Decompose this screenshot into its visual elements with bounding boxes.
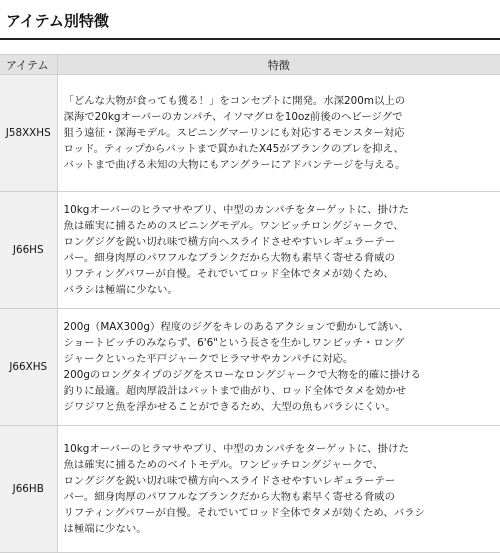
feature-line: パー。細身肉厚のパワフルなブランクだから大物も素早く寄せる脅威の	[63, 252, 395, 264]
feature-line: 200g（MAX300g）程度のジグをキレのあるアクションで動かして誘い、	[63, 321, 409, 333]
feature-text	[57, 75, 500, 192]
feature-line: ロングジグを鋭い切れ味で横方向へスライドさせやすいレギュラーテー	[63, 475, 396, 487]
feature-line: バットまで曲げる未知の大物にもアングラーにアドバンテージを与える。	[63, 159, 406, 171]
feature-line: 10kgオーバーのヒラマサやブリ、中型のカンパチをターゲットに、掛けた	[63, 443, 409, 455]
item-code: J66XHS	[0, 309, 57, 426]
table-row	[0, 192, 500, 309]
feature-line: ショートピッチのみならず、6'6"という長さを生かしワンピッチ・ロング	[63, 337, 405, 349]
item-code: J58XXHS	[0, 75, 57, 192]
table-row	[0, 75, 500, 192]
feature-line: ジャークといった平戸ジャークでヒラマサやカンパチに対応。	[63, 353, 354, 365]
feature-line: バラシは極端に少ない。	[63, 284, 178, 296]
header-item: アイテム	[0, 55, 57, 75]
feature-line: ジワジワと魚を浮かせることができるため、大型の魚もバラシにくい。	[63, 401, 396, 413]
feature-text	[57, 426, 500, 553]
header-feature: 特徴	[57, 55, 500, 75]
feature-line: 釣りに最適。超肉厚設計はバットまで曲がり、ロッド全体でタメを効かせ	[63, 385, 407, 397]
feature-line: 狙う遠征・深海モデル。スピニングマーリンにも対応するモンスター対応	[63, 127, 405, 139]
feature-line: ロングジグを鋭い切れ味で横方向へスライドさせやすいレギュラーテー	[63, 236, 396, 248]
table-row	[0, 426, 500, 553]
feature-line: 「どんな大物が食っても獲る！」をコンセプトに開発。水深200m以上の	[63, 95, 406, 107]
feature-text	[57, 309, 500, 426]
feature-line: ロッド。ティップからバットまで貫かれたX45がブランクのブレを抑え、	[63, 143, 404, 155]
feature-line: 200gのロングタイプのジグをスローなロングジャークで大物を的確に掛ける	[63, 369, 421, 381]
feature-line: 10kgオーバーのヒラマサやブリ、中型のカンパチをターゲットに、掛けた	[63, 204, 409, 216]
feature-line: リフティングパワーが自慢。それでいてロッド全体でタメが効くため、	[63, 268, 394, 280]
feature-line: 魚は確実に捕るためのスピニングモデル。ワンピッチロングジャークで、	[63, 220, 404, 232]
feature-line: 深海で20kgオーバーのカンパチ、イソマグロを10oz前後のヘビージグで	[63, 111, 403, 123]
feature-line: パー。細身肉厚のパワフルなブランクだから大物も素早く寄せる脅威の	[63, 491, 395, 503]
section-title: アイテム別特徴	[6, 12, 109, 30]
feature-table	[0, 54, 500, 553]
item-code: J66HS	[0, 192, 57, 309]
feature-text	[57, 192, 500, 309]
title-divider	[0, 38, 500, 40]
feature-line: リフティングパワーが自慢。それでいてロッド全体でタメが効くため、バラシ	[63, 507, 425, 519]
feature-line: は極端に少ない。	[63, 523, 147, 535]
feature-line: 魚は確実に捕るためのベイトモデル。ワンピッチロングジャークで、	[63, 459, 384, 471]
table-row	[0, 309, 500, 426]
table-header-row	[0, 55, 500, 75]
item-code: J66HB	[0, 426, 57, 553]
